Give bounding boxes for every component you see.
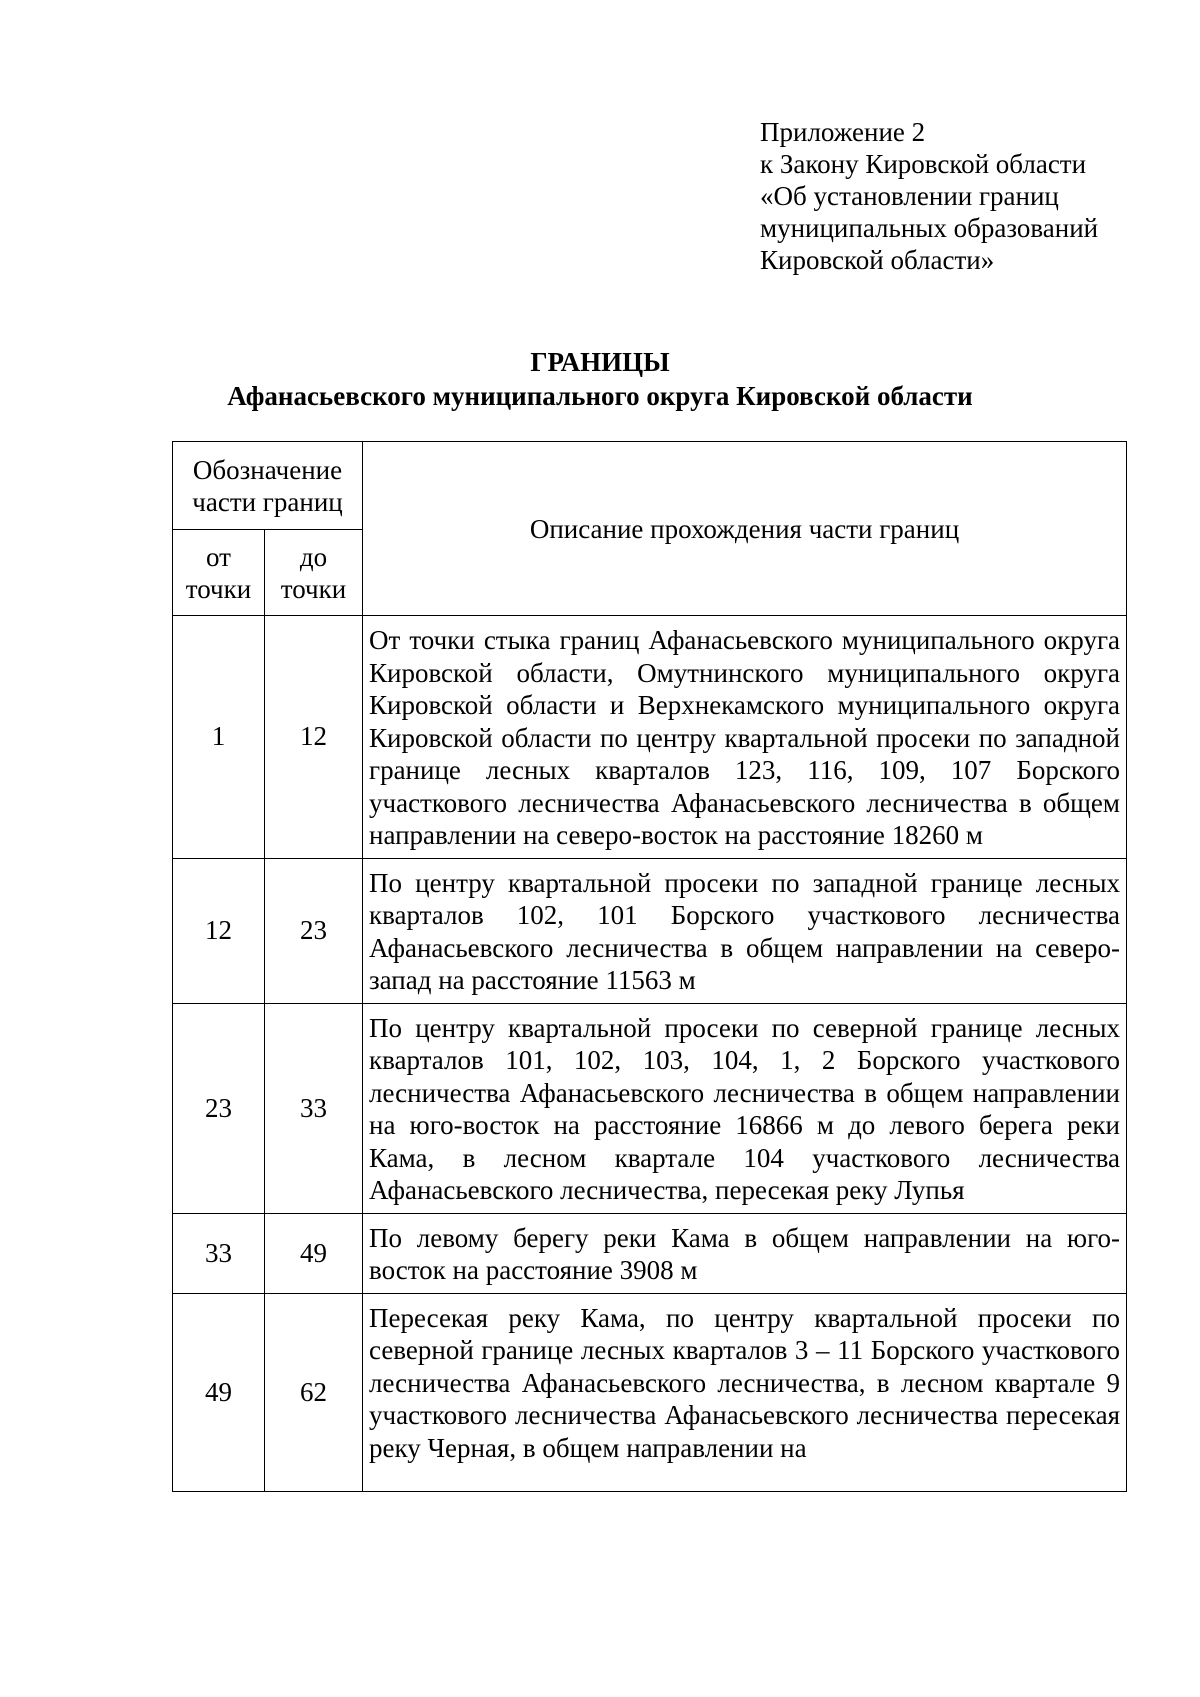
header-to: до точки (265, 530, 363, 616)
borders-table (172, 441, 1127, 1492)
cell-to: 23 (265, 858, 363, 1003)
table-row (173, 1003, 1127, 1213)
cell-from: 1 (173, 616, 265, 859)
title-sub: Афанасьевского муниципального округа Кировской области (227, 381, 973, 411)
appendix-line: «Об установлении границ (760, 181, 1059, 211)
appendix-line: Кировской области» (760, 245, 995, 275)
cell-to: 62 (265, 1293, 363, 1491)
header-group: Обозначение части границ (173, 442, 363, 530)
cell-from: 23 (173, 1003, 265, 1213)
appendix-line: Приложение 2 (760, 117, 926, 147)
cell-from: 12 (173, 858, 265, 1003)
appendix-line: к Закону Кировской области (760, 149, 1087, 179)
header-from: от точки (173, 530, 265, 616)
cell-description: От точки стыка границ Афанасьевского муниципального округа Кировской области, Омутнинского муниципального округа Кировской области и Верхнекамского муниципального округа Кировской области по центру квартальной просеки по западной границе лесных кварталов 123, 116, 109, 107 Борского участкового лесничества Афанасьевского лесничества в общем направлении на северо-восток на расстояние 18260 м (363, 616, 1127, 859)
appendix-note (760, 116, 1098, 276)
cell-from: 49 (173, 1293, 265, 1491)
table-row (173, 1293, 1127, 1491)
cell-to: 49 (265, 1213, 363, 1293)
cell-to: 12 (265, 616, 363, 859)
header-description: Описание прохождения части границ (363, 442, 1127, 616)
title-main: ГРАНИЦЫ (530, 347, 670, 377)
cell-description: Пересекая реку Кама, по центру квартальной просеки по северной границе лесных кварталов 3 – 11 Борского участкового лесничества Афанасьевского лесничества, в лесном квартале 9 участкового лесничества Афанасьевского лесничества пересекая реку Черная, в общем направлении на (369, 1302, 1120, 1463)
document-title (0, 345, 1200, 413)
header-row (173, 442, 1127, 530)
cell-description: По левому берегу реки Кама в общем направлении на юго-восток на расстояние 3908 м (363, 1213, 1127, 1293)
cell-to: 33 (265, 1003, 363, 1213)
cell-from: 33 (173, 1213, 265, 1293)
cell-description: По центру квартальной просеки по северной границе лесных кварталов 101, 102, 103, 104, 1, 2 Борского участкового лесничества Афанасьевского лесничества в общем направлении на юго-восток на расстояние 16866 м до левого берега реки Кама, в лесном квартале 104 участкового лесничества Афанасьевского лесничества, пересекая реку Лупья (363, 1003, 1127, 1213)
table-row (173, 1213, 1127, 1293)
cell-description: По центру квартальной просеки по западной границе лесных кварталов 102, 101 Борского участкового лесничества Афанасьевского лесничества в общем направлении на северо-запад на расстояние 11563 м (363, 858, 1127, 1003)
table-row (173, 858, 1127, 1003)
table-row (173, 616, 1127, 859)
appendix-line: муниципальных образований (760, 213, 1099, 243)
cell-description-wrapper (363, 1293, 1127, 1491)
